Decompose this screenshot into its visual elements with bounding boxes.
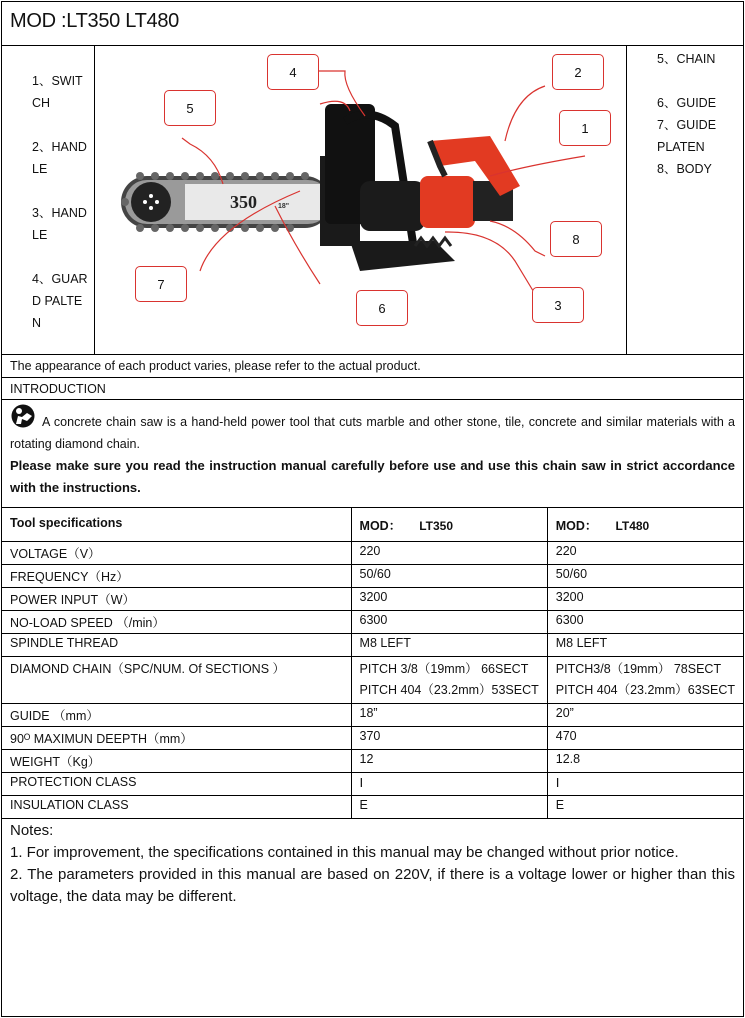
notes-section bbox=[2, 818, 743, 910]
callout-3: 3 bbox=[532, 287, 584, 323]
chainsaw-diagram bbox=[95, 46, 626, 354]
legend-item-body: 8、BODY bbox=[657, 162, 712, 176]
specifications-table bbox=[2, 508, 743, 819]
model-title-row bbox=[2, 2, 743, 46]
page-title: MOD :LT350 LT480 bbox=[10, 10, 179, 32]
callout-1: 1 bbox=[559, 110, 611, 146]
table-row: DIAMOND CHAIN（SPC/NUM. Of SECTIONS ） PITCH 3/8（19mm） 66SECT PITCH 404（23.2mm）53SECT PITCH3/8（19mm） 78SECT PITCH 404（23.2mm）63SECT bbox=[2, 656, 743, 703]
table-row: NO-LOAD SPEED （/min） 6300 6300 bbox=[2, 610, 743, 633]
table-row: FREQUENCY（Hz） 50/60 50/60 bbox=[2, 564, 743, 587]
legend-item-handle-rear: 3、HANDLE bbox=[32, 206, 87, 242]
callout-6: 6 bbox=[356, 290, 408, 326]
disclaimer-text: The appearance of each product varies, please refer to the actual product. bbox=[10, 359, 421, 373]
note-item: 1. For improvement, the specifications contained in this manual may be changed without prior notice. bbox=[10, 844, 679, 861]
note-item: 2. The parameters provided in this manual are based on 220V, if there is a voltage lower or higher than this voltage, the data may be different. bbox=[10, 866, 735, 905]
read-manual-icon bbox=[10, 404, 38, 428]
introduction-body bbox=[2, 400, 743, 508]
callout-2: 2 bbox=[552, 54, 604, 90]
table-row: GUIDE （mm） 18” 20” bbox=[2, 703, 743, 726]
disclaimer-row bbox=[2, 355, 743, 378]
callout-5: 5 bbox=[164, 90, 216, 126]
introduction-heading-row bbox=[2, 378, 743, 400]
spec-header-lt350: MOD： LT350 bbox=[351, 508, 547, 541]
legend-item-guard-platen: 4、GUARD PALTEN bbox=[32, 272, 88, 330]
introduction-text: A concrete chain saw is a hand-held power tool that cuts marble and other stone, tile, concrete and similar materials with a rotating diamond chain. bbox=[10, 415, 735, 451]
legend-item-guide-platen: 7、GUIDE PLATEN bbox=[657, 118, 717, 154]
product-figure-row bbox=[2, 46, 743, 355]
spec-header-label: Tool specifications bbox=[2, 508, 351, 541]
table-header-row bbox=[2, 508, 743, 541]
callout-4: 4 bbox=[267, 54, 319, 90]
legend-item-handle: 2、HANDLE bbox=[32, 140, 87, 176]
svg-text:18": 18" bbox=[278, 203, 290, 210]
table-row: SPINDLE THREAD M8 LEFT M8 LEFT bbox=[2, 633, 743, 656]
introduction-heading: INTRODUCTION bbox=[10, 382, 106, 396]
safety-warning: Please make sure you read the instruction manual carefully before use and use this chain saw in strict accordance with the instructions. bbox=[10, 458, 735, 495]
table-row: VOLTAGE（V） 220 220 bbox=[2, 541, 743, 564]
spec-header-lt480: MOD： LT480 bbox=[547, 508, 743, 541]
parts-legend-left bbox=[2, 46, 95, 354]
table-row: WEIGHT（Kg） 12 12.8 bbox=[2, 749, 743, 772]
table-row: INSULATION CLASS E E bbox=[2, 795, 743, 818]
table-row: PROTECTION CLASS Ⅰ Ⅰ bbox=[2, 772, 743, 795]
parts-legend-right bbox=[626, 46, 745, 354]
legend-item-chain: 5、CHAIN bbox=[657, 52, 716, 66]
notes-heading: Notes: bbox=[10, 822, 54, 839]
callout-8: 8 bbox=[550, 221, 602, 257]
spec-sheet-page bbox=[1, 1, 744, 1017]
callout-7: 7 bbox=[135, 266, 187, 302]
table-row: 90ᴼ MAXIMUN DEEPTH（mm） 370 470 bbox=[2, 726, 743, 749]
legend-item-switch: 1、SWITCH bbox=[32, 74, 83, 110]
table-row: POWER INPUT（W） 3200 3200 bbox=[2, 587, 743, 610]
bar-model-label: 350 bbox=[230, 192, 257, 212]
legend-item-guide: 6、GUIDE bbox=[657, 96, 717, 110]
